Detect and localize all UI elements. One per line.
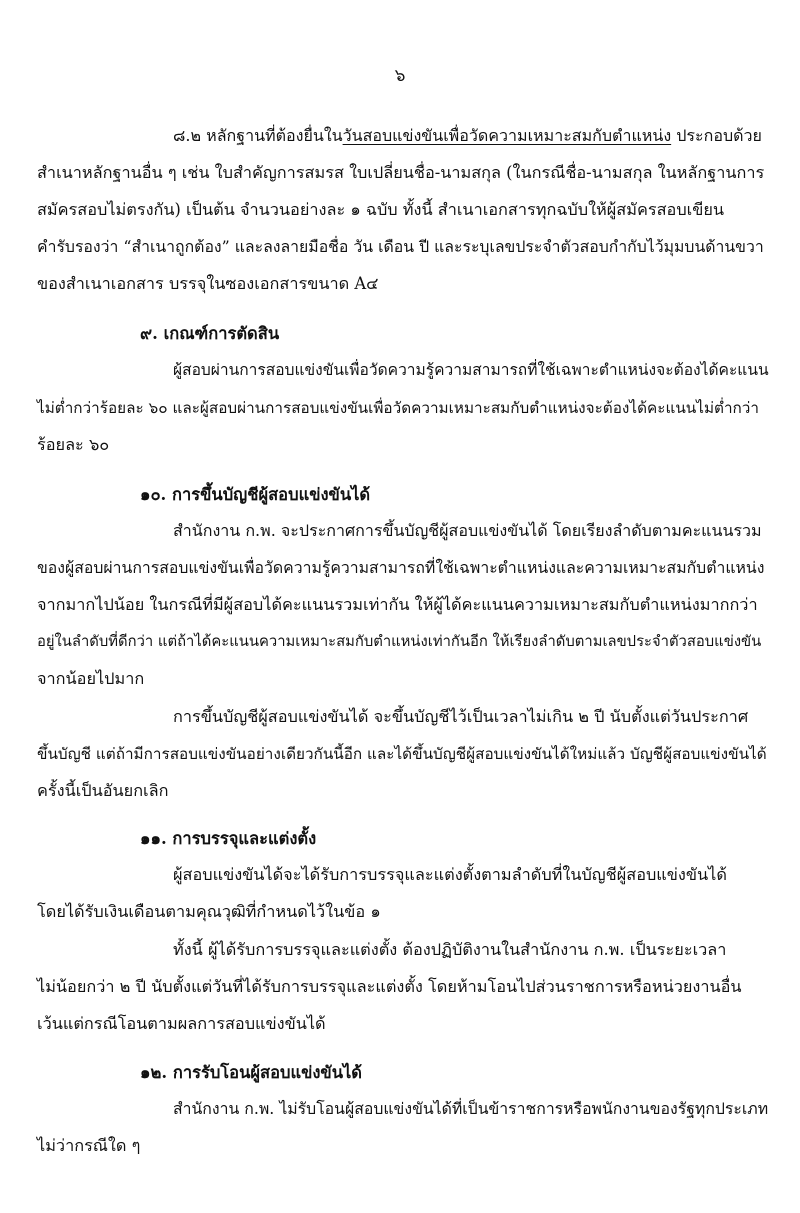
section-10-p2-line-2: ขึ้นบัญชี แต่ถ้ามีการสอบแข่งขันอย่างเดียวกันนี้อีก และได้ขึ้นบัญชีผู้สอบแข่งขันได้ใหม่แล้ว บัญชีผู้สอบแข่งขันได้: [37, 745, 767, 763]
section-8-2-line-4: คำรับรองว่า “สำเนาถูกต้อง” และลงลายมือชื่อ วัน เดือน ปี และระบุเลขประจำตัวสอบกำกับไว้มุมบนด้านขวา: [37, 237, 764, 256]
section-10-p1-line-3: จากมากไปน้อย ในกรณีที่มีผู้สอบได้คะแนนรวมเท่ากัน ให้ผู้ได้คะแนนความเหมาะสมกับตำแหน่งมากกว่า: [37, 595, 758, 614]
section-9-line-2: ไม่ต่ำกว่าร้อยละ ๖๐ และผู้สอบผ่านการสอบแข่งขันเพื่อวัดความเหมาะสมกับตำแหน่งจะต้องได้คะแนนไม่ต่ำกว่า: [37, 399, 759, 417]
section-9-heading: ๙. เกณฑ์การตัดสิน: [140, 324, 280, 343]
page-number: ๖: [394, 66, 406, 86]
section-8-2-prefix: ๘.๒ หลักฐานที่ต้องยื่นใน: [173, 126, 343, 145]
section-9-line-3: ร้อยละ ๖๐: [37, 435, 110, 454]
section-11-p2-line-2: ไม่น้อยกว่า ๒ ปี นับตั้งแต่วันที่ได้รับการบรรจุและแต่งตั้ง โดยห้ามโอนไปส่วนราชการหรือหน่วยงานอื่น: [37, 977, 742, 996]
section-11-p1-line-1: ผู้สอบแข่งขันได้จะได้รับการบรรจุและแต่งตั้งตามลำดับที่ในบัญชีผู้สอบแข่งขันได้: [173, 865, 727, 884]
section-10-p2-line-3: ครั้งนี้เป็นอันยกเลิก: [37, 781, 169, 800]
section-10-p1-line-5: จากน้อยไปมาก: [37, 669, 145, 688]
section-8-2-line-5: ของสำเนาเอกสาร บรรจุในซองเอกสารขนาด A๔: [37, 274, 379, 293]
section-8-2-line-3: สมัครสอบไม่ตรงกัน) เป็นต้น จำนวนอย่างละ ๑ ฉบับ ทั้งนี้ สำเนาเอกสารทุกฉบับให้ผู้สมัครสอบเขียน: [37, 200, 725, 219]
section-8-2-suffix: ประกอบด้วย: [671, 126, 762, 145]
section-8-2-line-2: สำเนาหลักฐานอื่น ๆ เช่น ใบสำคัญการสมรส ใบเปลี่ยนชื่อ-นามสกุล (ในกรณีชื่อ-นามสกุล ในหลักฐานการ: [37, 163, 765, 182]
section-12-line-1: สำนักงาน ก.พ. ไม่รับโอนผู้สอบแข่งขันได้ที่เป็นข้าราชการหรือพนักงานของรัฐทุกประเภท: [173, 1099, 769, 1118]
section-11-p2-line-1: ทั้งนี้ ผู้ได้รับการบรรจุและแต่งตั้ง ต้องปฏิบัติงานในสำนักงาน ก.พ. เป็นระยะเวลา: [173, 940, 727, 959]
section-10-p1-line-4: อยู่ในลำดับที่ดีกว่า แต่ถ้าได้คะแนนความเหมาะสมกับตำแหน่งเท่ากันอีก ให้เรียงลำดับตามเลขประจำตัวสอบแข่งขัน: [37, 633, 762, 650]
section-10-p1-line-2: ของผู้สอบผ่านการสอบแข่งขันเพื่อวัดความรู้ความสามารถที่ใช้เฉพาะตำแหน่งและความเหมาะสมกับตำแหน่ง: [37, 558, 765, 577]
section-11-heading: ๑๑. การบรรจุและแต่งตั้ง: [140, 829, 317, 848]
section-12-line-2: ไม่ว่ากรณีใด ๆ: [37, 1136, 141, 1155]
section-8-2-line-1: [173, 124, 762, 148]
section-8-2-underlined-text: วันสอบแข่งขันเพื่อวัดความเหมาะสมกับตำแหน่ง: [342, 126, 672, 145]
section-11-p2-line-3: เว้นแต่กรณีโอนตามผลการสอบแข่งขันได้: [37, 1014, 326, 1033]
section-10-p2-line-1: การขึ้นบัญชีผู้สอบแข่งขันได้ จะขึ้นบัญชีไว้เป็นเวลาไม่เกิน ๒ ปี นับตั้งแต่วันประกาศ: [173, 707, 749, 726]
section-11-p1-line-2: โดยได้รับเงินเดือนตามคุณวุฒิที่กำหนดไว้ในข้อ ๑: [37, 902, 381, 921]
section-9-line-1: ผู้สอบผ่านการสอบแข่งขันเพื่อวัดความรู้ความสามารถที่ใช้เฉพาะตำแหน่งจะต้องได้คะแนน: [173, 361, 769, 379]
section-10-p1-line-1: สำนักงาน ก.พ. จะประกาศการขึ้นบัญชีผู้สอบแข่งขันได้ โดยเรียงลำดับตามคะแนนรวม: [173, 521, 762, 540]
section-10-heading: ๑๐. การขึ้นบัญชีผู้สอบแข่งขันได้: [140, 485, 371, 504]
section-12-heading: ๑๒. การรับโอนผู้สอบแข่งขันได้: [140, 1063, 363, 1082]
